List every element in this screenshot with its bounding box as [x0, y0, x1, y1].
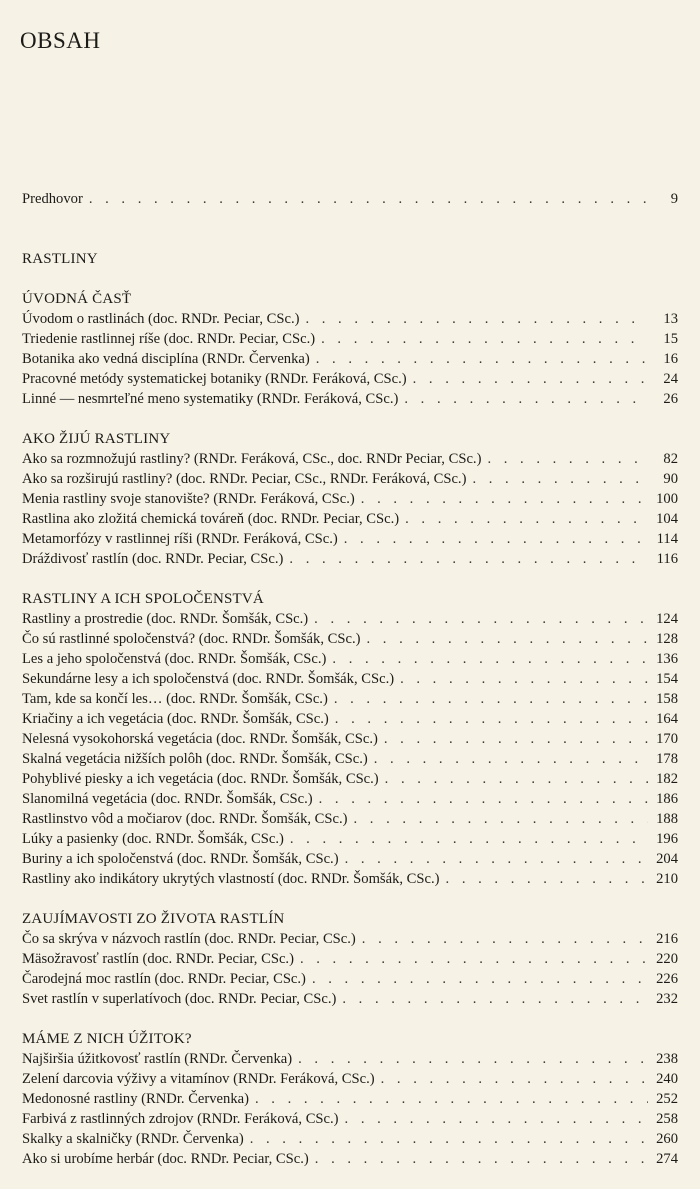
entry-text: Menia rastliny svoje stanovište? (RNDr. Feráková, CSc.)	[22, 491, 355, 507]
dot-leader	[312, 969, 648, 989]
entry-page: 258	[656, 1111, 678, 1127]
entry-text: Tam, kde sa končí les… (doc. RNDr. Šomšák, CSc.)	[22, 691, 328, 707]
toc-entry	[22, 529, 678, 549]
entry-text: Sekundárne lesy a ich spoločenstvá (doc. RNDr. Šomšák, CSc.)	[22, 671, 395, 687]
toc-entry	[22, 929, 678, 949]
toc-entry	[22, 609, 678, 629]
dot-leader	[487, 449, 648, 469]
dot-leader	[361, 489, 648, 509]
entry-text: Ako sa rozširujú rastliny? (doc. RNDr. Peciar, CSc., RNDr. Feráková, CSc.)	[22, 471, 467, 487]
toc-entry	[22, 669, 678, 689]
toc-entry	[22, 809, 678, 829]
entry-text: Rastlinstvo vôd a močiarov (doc. RNDr. Šomšák, CSc.)	[22, 811, 348, 827]
section-heading: ÚVODNÁ ČASŤ	[22, 291, 132, 307]
section-heading: MÁME Z NICH ÚŽITOK?	[22, 1031, 192, 1047]
entry-page: 252	[656, 1091, 678, 1107]
entry-text: Medonosné rastliny (RNDr. Červenka)	[22, 1091, 249, 1107]
dot-leader	[400, 669, 648, 689]
dot-leader	[321, 329, 648, 349]
entry-text: Predhovor	[22, 191, 83, 207]
toc-entry	[22, 349, 678, 369]
entry-page: 15	[663, 331, 678, 347]
entry-text: Rastliny ako indikátory ukrytých vlastností (doc. RNDr. Šomšák, CSc.)	[22, 871, 440, 887]
entry-text: Rastlina ako zložitá chemická továreň (doc. RNDr. Peciar, CSc.)	[22, 511, 400, 527]
dot-leader	[404, 389, 648, 409]
dot-leader	[413, 369, 648, 389]
toc-entry	[22, 369, 678, 389]
dot-leader	[384, 729, 648, 749]
dot-leader	[385, 769, 648, 789]
entry-text: Skalky a skalničky (RNDr. Červenka)	[22, 1131, 244, 1147]
entry-text: Farbivá z rastlinných zdrojov (RNDr. Feráková, CSc.)	[22, 1111, 339, 1127]
dot-leader	[289, 549, 648, 569]
entry-page: 204	[656, 851, 678, 867]
entry-page: 128	[656, 631, 678, 647]
dot-leader	[344, 529, 648, 549]
toc-entry	[22, 709, 678, 729]
entry-text: Metamorfózy v rastlinnej ríši (RNDr. Feráková, CSc.)	[22, 531, 338, 547]
toc-entry	[22, 469, 678, 489]
entry-text: Nelesná vysokohorská vegetácia (doc. RNDr. Šomšák, CSc.)	[22, 731, 378, 747]
toc-entry	[22, 1149, 678, 1169]
entry-page: 82	[663, 451, 678, 467]
entry-text: Botanika ako vedná disciplína (RNDr. Červenka)	[22, 351, 310, 367]
dot-leader	[250, 1129, 648, 1149]
toc-entry	[22, 509, 678, 529]
dot-leader	[316, 349, 648, 369]
entry-text: Zelení darcovia výživy a vitamínov (RNDr. Feráková, CSc.)	[22, 1071, 375, 1087]
entry-page: 232	[656, 991, 678, 1007]
toc-entry	[22, 789, 678, 809]
entry-page: 116	[656, 551, 678, 567]
entry-page: 164	[656, 711, 678, 727]
dot-leader	[354, 809, 649, 829]
dot-leader	[255, 1089, 648, 1109]
entry-page: 178	[656, 751, 678, 767]
entry-page: 274	[656, 1151, 678, 1167]
dot-leader	[362, 929, 648, 949]
entry-text: Úvodom o rastlinách (doc. RNDr. Peciar, CSc.)	[22, 311, 300, 327]
dot-leader	[335, 709, 648, 729]
entry-text: Najširšia úžitkovosť rastlín (RNDr. Červenka)	[22, 1051, 293, 1067]
entry-text: Les a jeho spoločenstvá (doc. RNDr. Šomšák, CSc.)	[22, 651, 327, 667]
entry-page: 188	[656, 811, 678, 827]
entry-page: 196	[656, 831, 678, 847]
toc-entry	[22, 1109, 678, 1129]
dot-leader	[345, 1109, 648, 1129]
entry-text: Buriny a ich spoločenstvá (doc. RNDr. Šomšák, CSc.)	[22, 851, 339, 867]
entry-text: Linné — nesmrteľné meno systematiky (RNDr. Feráková, CSc.)	[22, 391, 399, 407]
entry-text: Skalná vegetácia nižších polôh (doc. RNDr. Šomšák, CSc.)	[22, 751, 368, 767]
dot-leader	[315, 1149, 648, 1169]
toc-entry	[22, 769, 678, 789]
entry-text: Čarodejná moc rastlín (doc. RNDr. Peciar, CSc.)	[22, 971, 306, 987]
dot-leader	[305, 309, 648, 329]
entry-text: Kriačiny a ich vegetácia (doc. RNDr. Šomšák, CSc.)	[22, 711, 329, 727]
toc-entry	[22, 749, 678, 769]
entry-page: 158	[656, 691, 678, 707]
entry-page: 260	[656, 1131, 678, 1147]
entry-page: 16	[663, 351, 678, 367]
entry-text: Ako si urobíme herbár (doc. RNDr. Peciar, CSc.)	[22, 1151, 309, 1167]
entry-page: 9	[670, 191, 678, 207]
entry-text: Rastliny a prostredie (doc. RNDr. Šomšák, CSc.)	[22, 611, 309, 627]
entry-page: 90	[663, 471, 678, 487]
toc-entry	[22, 949, 678, 969]
toc-entry	[22, 869, 678, 889]
page-title: OBSAH	[20, 28, 101, 53]
entry-page: 226	[656, 971, 678, 987]
dot-leader	[332, 649, 648, 669]
part-title: RASTLINY	[22, 251, 98, 267]
entry-text: Slanomilná vegetácia (doc. RNDr. Šomšák, CSc.)	[22, 791, 313, 807]
entry-text: Lúky a pasienky (doc. RNDr. Šomšák, CSc.)	[22, 831, 284, 847]
section-heading: ZAUJÍMAVOSTI ZO ŽIVOTA RASTLÍN	[22, 911, 285, 927]
dot-leader	[366, 629, 648, 649]
dot-leader	[345, 849, 648, 869]
toc-entry	[22, 549, 678, 569]
dot-leader	[472, 469, 648, 489]
dot-leader	[342, 989, 648, 1009]
entry-text: Pohyblivé piesky a ich vegetácia (doc. RNDr. Šomšák, CSc.)	[22, 771, 379, 787]
entry-text: Ako sa rozmnožujú rastliny? (RNDr. Feráková, CSc., doc. RNDr Peciar, CSc.)	[22, 451, 482, 467]
toc-entry	[22, 849, 678, 869]
dot-leader	[319, 789, 648, 809]
entry-page: 104	[656, 511, 678, 527]
entry-text: Čo sú rastlinné spoločenstvá? (doc. RNDr. Šomšák, CSc.)	[22, 631, 361, 647]
toc-entry	[22, 1089, 678, 1109]
toc-entry	[22, 1049, 678, 1069]
toc-entry	[22, 829, 678, 849]
entry-page: 182	[656, 771, 678, 787]
dot-leader	[300, 949, 648, 969]
dot-leader	[446, 869, 648, 889]
entry-page: 136	[656, 651, 678, 667]
entry-page: 170	[656, 731, 678, 747]
entry-page: 13	[663, 311, 678, 327]
entry-page: 24	[663, 371, 678, 387]
toc-entry	[22, 329, 678, 349]
section-heading: AKO ŽIJÚ RASTLINY	[22, 431, 171, 447]
entry-page: 210	[656, 871, 678, 887]
toc-entry	[22, 449, 678, 469]
entry-text: Čo sa skrýva v názvoch rastlín (doc. RNDr. Peciar, CSc.)	[22, 931, 356, 947]
dot-leader	[334, 689, 648, 709]
toc-entry	[22, 689, 678, 709]
entry-text: Dráždivosť rastlín (doc. RNDr. Peciar, CSc.)	[22, 551, 284, 567]
entry-page: 220	[656, 951, 678, 967]
toc-entry	[22, 989, 678, 1009]
toc-entry	[22, 309, 678, 329]
dot-leader	[290, 829, 648, 849]
toc-entry	[22, 969, 678, 989]
entry-page: 114	[656, 531, 678, 547]
toc-entry	[22, 729, 678, 749]
toc-entry	[22, 649, 678, 669]
entry-page: 216	[656, 931, 678, 947]
entry-page: 154	[656, 671, 678, 687]
entry-page: 124	[656, 611, 678, 627]
entry-page: 100	[656, 491, 678, 507]
entry-text: Mäsožravosť rastlín (doc. RNDr. Peciar, CSc.)	[22, 951, 294, 967]
entry-text: Triedenie rastlinnej ríše (doc. RNDr. Peciar, CSc.)	[22, 331, 316, 347]
entry-text: Svet rastlín v superlatívoch (doc. RNDr. Peciar, CSc.)	[22, 991, 337, 1007]
toc-entry	[22, 1129, 678, 1149]
entry-page: 26	[663, 391, 678, 407]
entry-page: 240	[656, 1071, 678, 1087]
entry-page: 186	[656, 791, 678, 807]
section-heading: RASTLINY A ICH SPOLOČENSTVÁ	[22, 591, 264, 607]
dot-leader	[405, 509, 648, 529]
toc-entry	[22, 489, 678, 509]
dot-leader	[381, 1069, 648, 1089]
toc-entry	[22, 629, 678, 649]
entry-page: 238	[656, 1051, 678, 1067]
dot-leader	[89, 189, 648, 209]
toc-entry	[22, 1069, 678, 1089]
dot-leader	[374, 749, 648, 769]
entry-text: Pracovné metódy systematickej botaniky (RNDr. Feráková, CSc.)	[22, 371, 407, 387]
toc-entry	[22, 389, 678, 409]
dot-leader	[314, 609, 648, 629]
toc-entry-preface	[22, 189, 678, 209]
dot-leader	[298, 1049, 648, 1069]
